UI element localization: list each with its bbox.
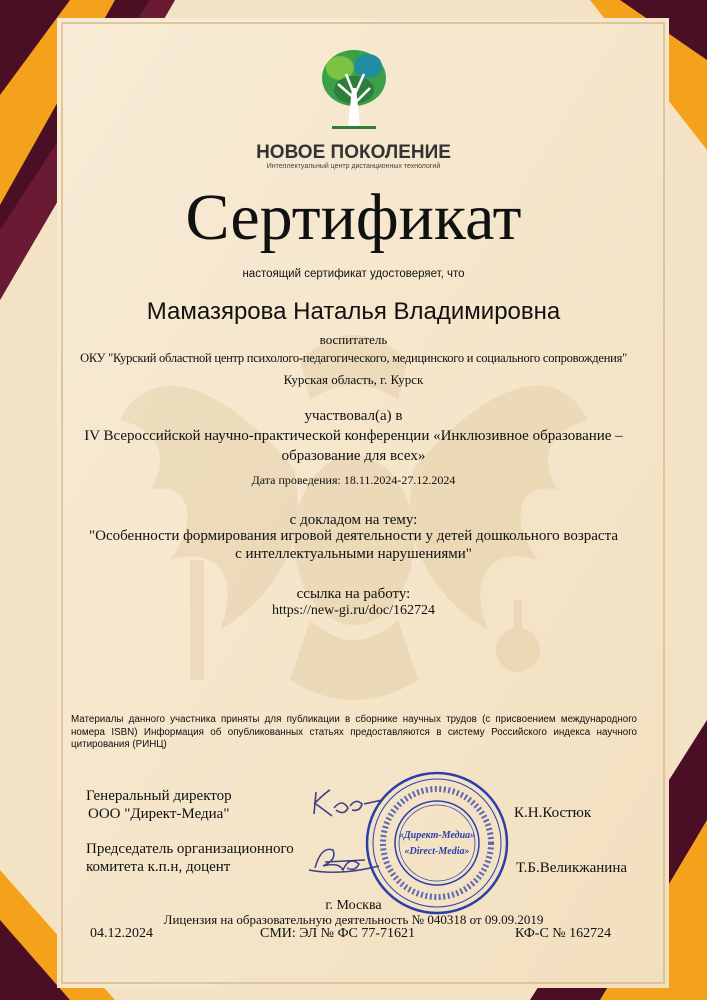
footer-kf-number: КФ-С № 162724 — [515, 926, 612, 941]
footer-city: г. Москва — [325, 898, 382, 913]
certificate-intro: настоящий сертификат удостоверяет, что — [242, 268, 465, 280]
participated-label: участвовал(а) в — [304, 408, 403, 424]
tree-logo-icon — [318, 48, 390, 132]
event-line-1: IV Всероссийской научно-практической конференции «Инклюзивное образование – — [84, 428, 623, 444]
recipient-name: Мамазярова Наталья Владимировна — [146, 298, 561, 325]
link-label: ссылка на работу: — [296, 586, 411, 602]
org-name: НОВОЕ ПОКОЛЕНИЕ — [256, 142, 451, 163]
event-line-2: образование для всех» — [281, 448, 426, 464]
chair-name: Т.Б.Великжанина — [516, 860, 627, 876]
stamp-name-en: «Direct-Media» — [404, 846, 470, 857]
company-stamp — [362, 768, 512, 918]
work-link[interactable]: https://new-gi.ru/doc/162724 — [272, 603, 435, 618]
recipient-organization: ОКУ "Курский областной центр психолого-педагогического, медицинского и социального сопровождения" — [80, 351, 627, 365]
director-title-2: ООО "Директ-Медиа" — [88, 806, 230, 822]
report-title-line-2: с интеллектуальными нарушениями" — [235, 546, 472, 562]
recipient-location: Курская область, г. Курск — [283, 372, 424, 387]
footer-date: 04.12.2024 — [90, 926, 153, 941]
director-name: К.Н.Костюк — [514, 805, 592, 821]
materials-note: Материалы данного участника приняты для публикации в сборнике научных трудов (с присвоением международного номера ISBN) Информация об опубликованных статьях предоставляются в систему Российского индекса научного цитирования (РИНЦ) — [71, 714, 637, 750]
org-subtitle: Интеллектуальный центр дистанционных технологий — [266, 163, 441, 170]
recipient-position: воспитатель — [319, 332, 388, 347]
footer-smi: СМИ: ЭЛ № ФС 77-71621 — [260, 926, 416, 941]
report-title-line-1: "Особенности формирования игровой деятельности у детей дошкольного возраста — [89, 528, 618, 544]
chair-title-2: комитета к.п.н, доцент — [86, 859, 231, 875]
certificate-title: Сертификат — [185, 181, 522, 254]
report-intro: с докладом на тему: — [289, 512, 418, 528]
event-dates: Дата проведения: 18.11.2024-27.12.2024 — [251, 473, 456, 487]
footer-license: Лицензия на образовательную деятельность № 040318 от 09.09.2019 — [163, 912, 544, 927]
chair-title-1: Председатель организационного — [86, 841, 294, 857]
director-title-1: Генеральный директор — [86, 788, 232, 804]
stamp-name-ru: «Директ-Медиа» — [398, 830, 476, 841]
